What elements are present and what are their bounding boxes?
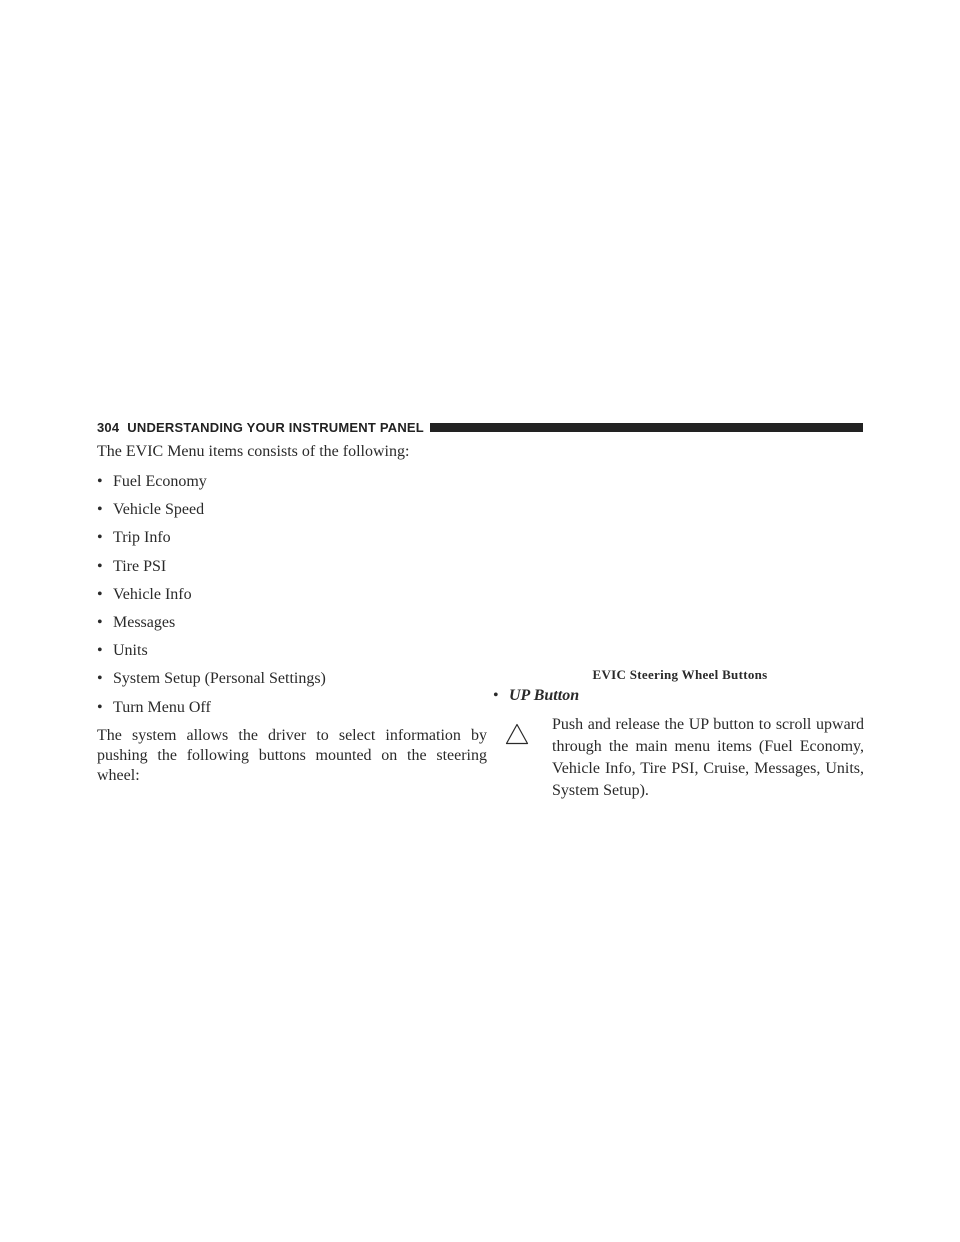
figure-caption: EVIC Steering Wheel Buttons: [592, 667, 768, 682]
list-item: [97, 641, 487, 661]
list-item-label: System Setup (Personal Settings): [113, 670, 326, 688]
list-item-label: Messages: [113, 613, 176, 631]
bullet: •: [97, 670, 103, 688]
page-header: [97, 417, 863, 437]
intro-text: The EVIC Menu items consists of the following:: [97, 443, 410, 460]
up-arrow-icon: [505, 723, 529, 745]
list-item: [97, 613, 487, 633]
left-column: [97, 442, 487, 786]
header-text: [97, 420, 430, 435]
up-button-heading-label: UP Button: [509, 687, 580, 704]
header-rule: [430, 423, 863, 432]
bullet: •: [97, 585, 103, 603]
page-number: 304: [97, 419, 120, 435]
list-item-label: Units: [113, 642, 148, 660]
list-item: [97, 669, 487, 689]
list-item: [97, 500, 487, 520]
evic-menu-list: [97, 472, 487, 718]
up-button-heading: [493, 686, 579, 706]
list-item-label: Trip Info: [113, 529, 171, 547]
bullet: •: [97, 501, 103, 519]
list-item: [97, 557, 487, 577]
list-item-label: Tire PSI: [113, 557, 167, 575]
bullet: •: [97, 557, 103, 575]
list-item: [97, 585, 487, 605]
list-item: [97, 472, 487, 492]
section-title: UNDERSTANDING YOUR INSTRUMENT PANEL: [127, 419, 424, 435]
bullet: •: [493, 687, 499, 704]
up-button-description: Push and release the UP button to scroll upward through the main menu items (Fuel Economy, Vehicle Info, Tire PSI, Cruise, Messages, Units, System Setup).: [552, 716, 864, 799]
list-item-label: Vehicle Info: [113, 585, 192, 603]
bullet: •: [97, 698, 103, 716]
bullet: •: [97, 529, 103, 547]
list-item-label: Turn Menu Off: [113, 698, 211, 716]
bullet: •: [97, 473, 103, 490]
bullet: •: [97, 642, 103, 660]
bullet: •: [97, 613, 103, 631]
list-item: [97, 698, 487, 718]
list-item-label: Fuel Economy: [113, 473, 207, 490]
body-paragraph: The system allows the driver to select information by pushing the following buttons mounted on the steering wheel:: [97, 726, 487, 784]
list-item: [97, 528, 487, 548]
list-item-label: Vehicle Speed: [113, 501, 205, 519]
